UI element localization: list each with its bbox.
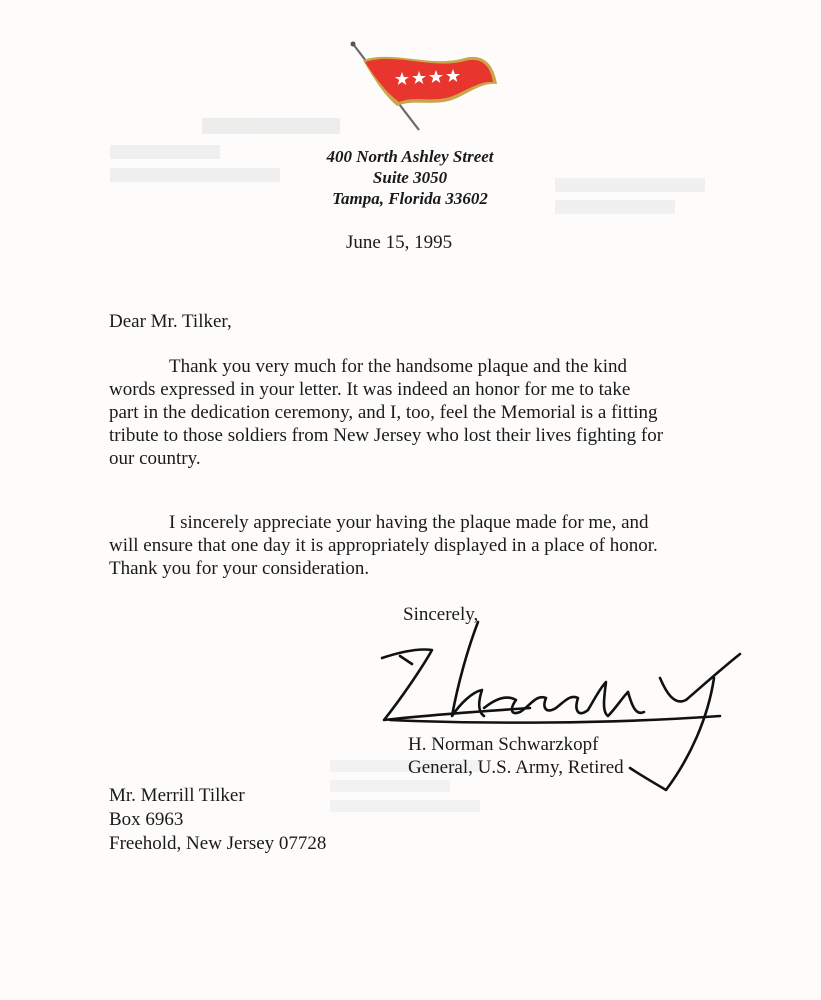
paragraph-line: tribute to those soldiers from New Jersey who lost their lives fighting for [109,425,664,446]
bleed-through-mark [555,178,705,192]
paragraph-line: part in the dedication ceremony, and I, too, feel the Memorial is a fitting [109,402,658,423]
recipient-name: Mr. Merrill Tilker [109,785,245,806]
signer-title: General, U.S. Army, Retired [408,757,624,778]
letterhead-address [280,146,540,209]
bleed-through-mark [555,200,675,214]
four-star-flag-icon [345,38,505,133]
signer-name: H. Norman Schwarzkopf [408,734,599,755]
recipient-address [109,784,326,856]
paragraph-line: I sincerely appreciate your having the plaque made for me, and [169,512,649,533]
letterhead-city: Tampa, Florida 33602 [332,189,488,208]
handwritten-signature [360,608,780,828]
bleed-through-mark [110,145,220,159]
bleed-through-mark [110,168,280,182]
paragraph-1 [109,355,669,470]
paragraph-line: our country. [109,448,201,469]
paragraph-line: Thank you very much for the handsome plaque and the kind [169,356,627,377]
recipient-box: Box 6963 [109,809,184,830]
salutation: Dear Mr. Tilker, [109,311,232,332]
letterhead-street: 400 North Ashley Street [326,147,494,166]
paragraph-line: words expressed in your letter. It was indeed an honor for me to take [109,379,631,400]
bleed-through-mark [110,118,340,134]
closing: Sincerely, [403,604,479,625]
paragraph-line: will ensure that one day it is appropriately displayed in a place of honor. [109,535,658,556]
paragraph-2 [109,511,669,580]
paragraph-line: Thank you for your consideration. [109,558,370,579]
recipient-city: Freehold, New Jersey 07728 [109,833,327,854]
letterhead-suite: Suite 3050 [372,168,448,187]
signer-block [408,733,624,779]
letter-date: June 15, 1995 [346,232,453,253]
